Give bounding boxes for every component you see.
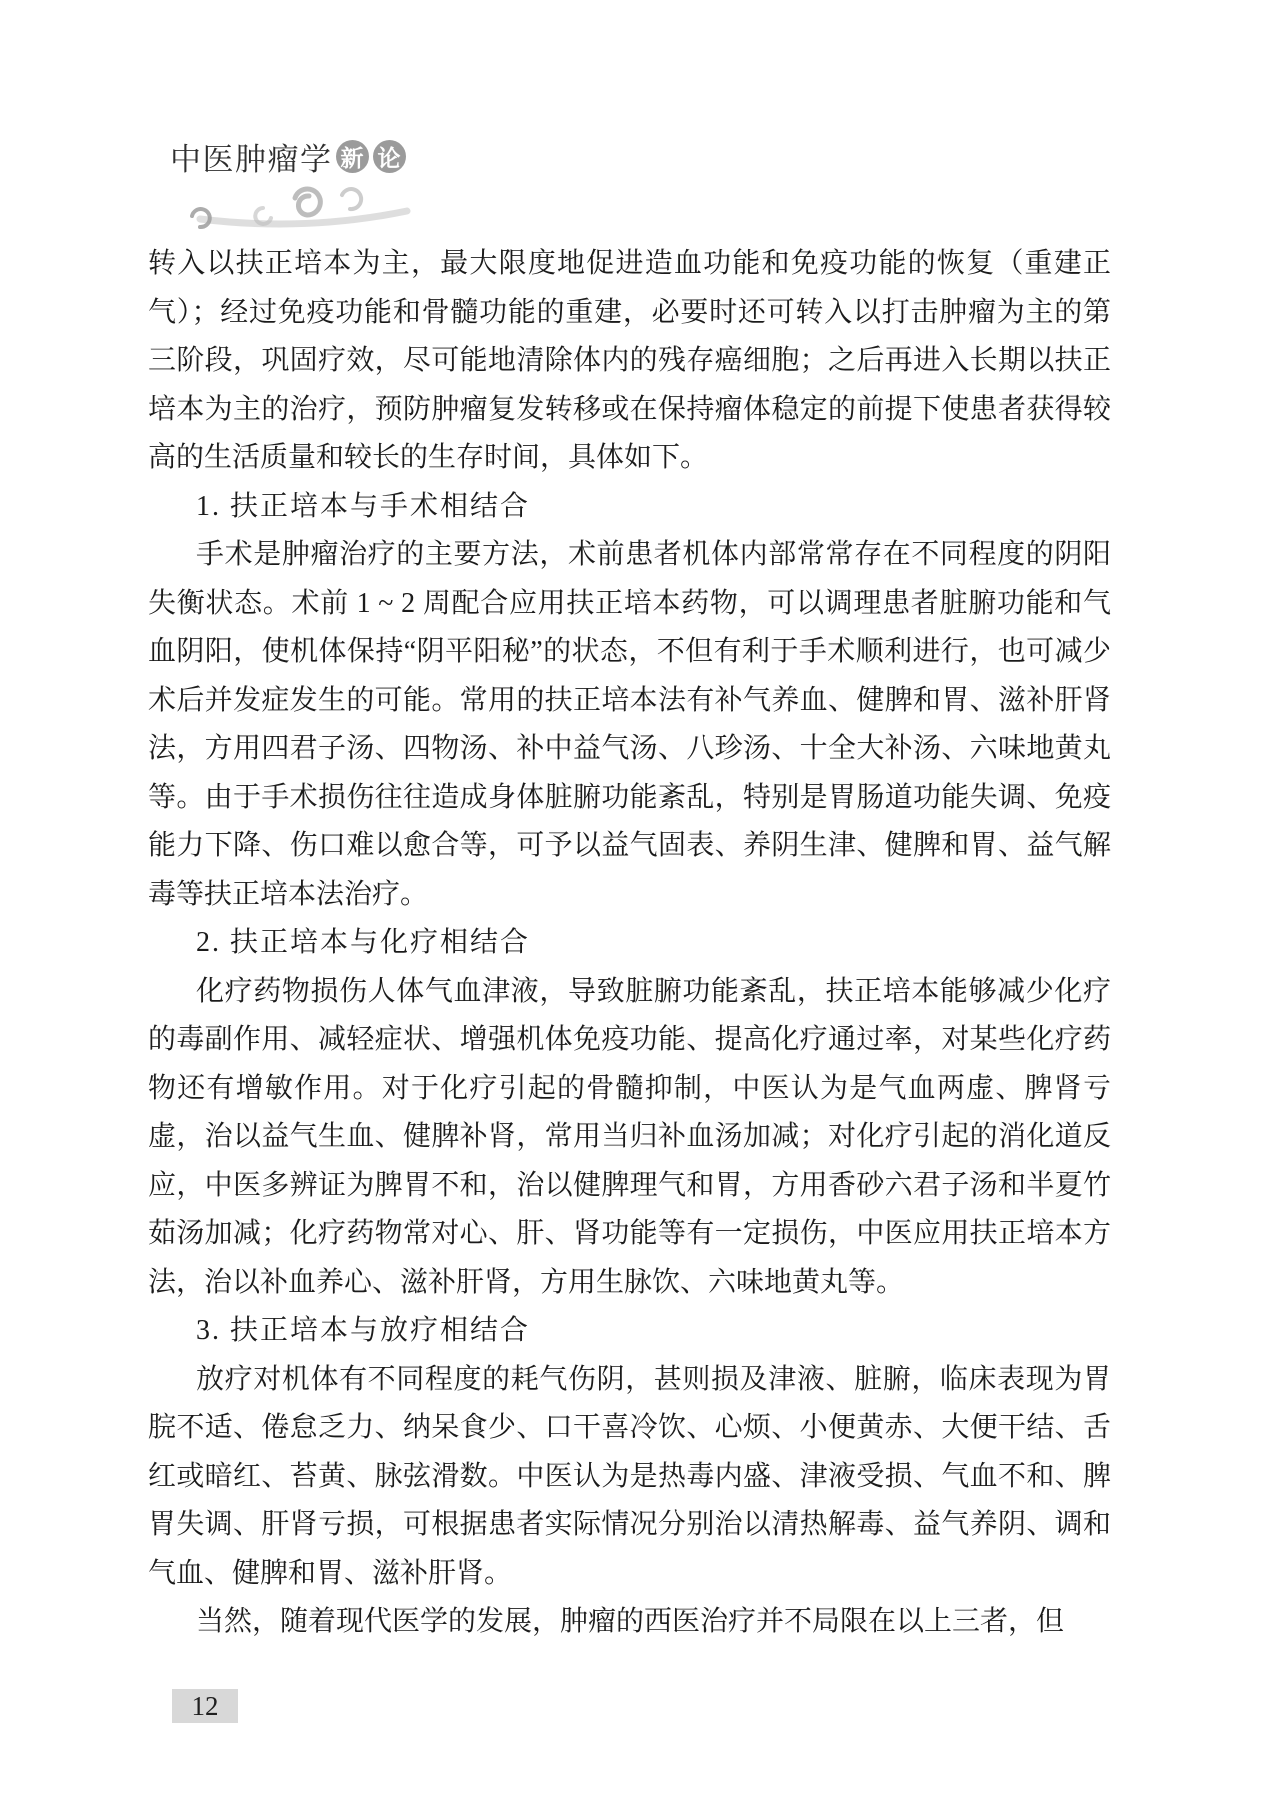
section-heading-surgery: 1. 扶正培本与手术相结合 [196,490,531,522]
paragraph-continuation: 转入以扶正培本为主，最大限度地促进造血功能和免疫功能的恢复（重建正气）；经过免疫功能和骨髓功能的重建，必要时还可转入以打击肿瘤为主的第三阶段，巩固疗效，尽可能地清除体内的残存癌细胞；之后再进入长期以扶正培本为主的治疗，预防肿瘤复发转移或在保持瘤体稳定的前提下使患者获得较高的生活质量和较长的生存时间，具体如下。 [148,248,1111,473]
paragraph-radiotherapy: 放疗对机体有不同程度的耗气伤阴，甚则损及津液、脏腑，临床表现为胃脘不适、倦怠乏力、纳呆食少、口干喜冷饮、心烦、小便黄赤、大便干结、舌红或暗红、苔黄、脉弦滑数。中医认为是热毒内盛、津液受损、气血不和、脾胃失调、肝肾亏损，可根据患者实际情况分别治以清热解毒、益气养阴、调和气血、健脾和胃、滋补肝肾。 [148,1363,1111,1589]
page-number-box [172,1689,238,1723]
badge-lun: 论 [373,140,406,173]
paragraph-surgery: 手术是肿瘤治疗的主要方法，术前患者机体内部常常存在不同程度的阴阳失衡状态。术前 1 ~ 2 周配合应用扶正培本药物，可以调理患者脏腑功能和气血阴阳，使机体保持“阴平阳秘”的状态，不但有利于手术顺利进行，也可减少术后并发症发生的可能。常用的扶正培本法有补气养血、健脾和胃、滋补肝肾法，方用四君子汤、四物汤、补中益气汤、八珍汤、十全大补汤、六味地黄丸等。由于手术损伤往往造成身体脏腑功能紊乱，特别是胃肠道功能失调、免疫能力下降、伤口难以愈合等，可予以益气固表、养阴生津、健脾和胃、益气解毒等扶正培本法治疗。 [148,539,1111,910]
badge-xin: 新 [336,140,369,173]
paragraph-closing: 当然，随着现代医学的发展，肿瘤的西医治疗并不局限在以上三者，但 [196,1606,1065,1637]
cloud-icon [145,178,460,230]
brand [170,133,406,179]
section-heading-radiotherapy: 3. 扶正培本与放疗相结合 [196,1315,531,1346]
section-heading-chemotherapy: 2. 扶正培本与化疗相结合 [196,927,531,958]
book-title: 中医肿瘤学 [170,141,333,177]
page-body [148,240,1111,1647]
page-number: 12 [191,1690,219,1721]
paragraph-chemotherapy: 化疗药物损伤人体气血津液，导致脏腑功能紊乱，扶正培本能够减少化疗的毒副作用、减轻症状、增强机体免疫功能、提高化疗通过率，对某些化疗药物还有增敏作用。对于化疗引起的骨髓抑制，中医认为是气血两虚、脾肾亏虚，治以益气生血、健脾补肾，常用当归补血汤加减；对化疗引起的消化道反应，中医多辨证为脾胃不和，治以健脾理气和胃，方用香砂六君子汤和半夏竹茹汤加减；化疗药物常对心、肝、肾功能等有一定损伤，中医应用扶正培本方法，治以补血养心、滋补肝肾，方用生脉饮、六味地黄丸等。 [148,975,1111,1298]
